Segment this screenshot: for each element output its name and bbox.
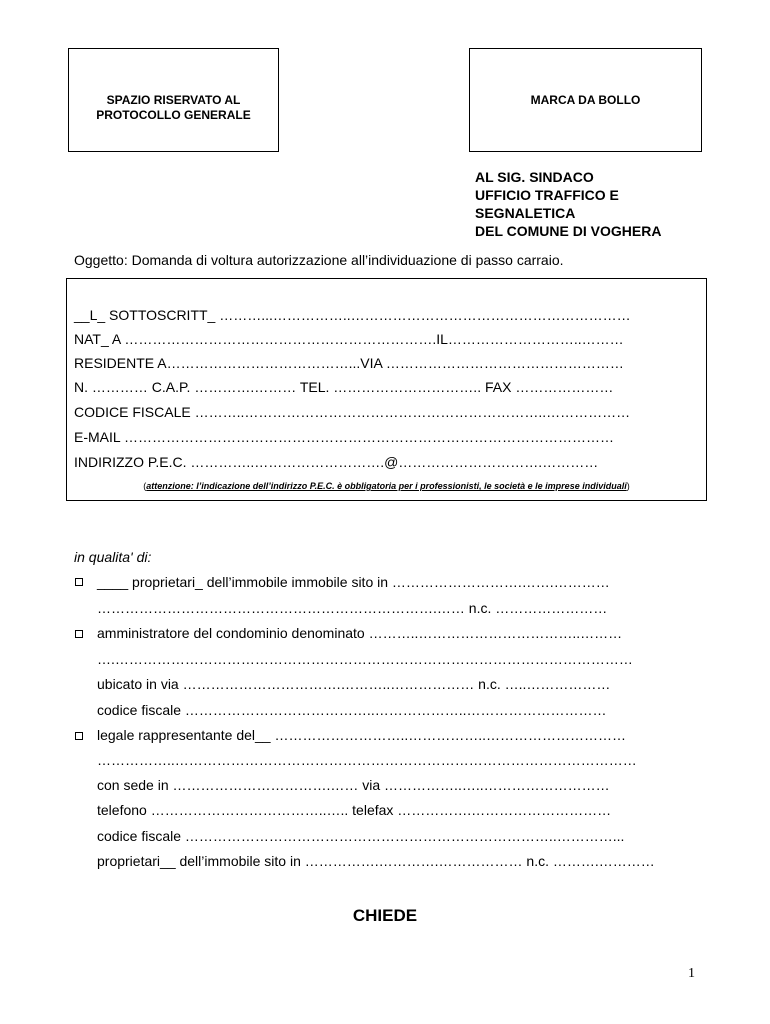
legal-representative-line-continued: ……………..……………………………………………………………………………………… — [97, 752, 637, 768]
checkbox-administrator[interactable] — [75, 630, 83, 638]
attention-open-paren: ( — [143, 481, 147, 491]
legal-representative-line: legale rappresentante del__ ………………………..……………..………………………… — [97, 727, 627, 743]
pec-attention-note — [67, 481, 706, 491]
revenue-stamp-label: MARCA DA BOLLO — [530, 93, 641, 107]
page-number: 1 — [688, 966, 695, 981]
addressee-line-4: DEL COMUNE DI VOGHERA — [475, 223, 662, 239]
checkbox-owner[interactable] — [75, 578, 83, 586]
role-heading: in qualita' di: — [74, 549, 152, 565]
applicant-name-field[interactable]: __L_ SOTTOSCRITT_ ………...……………..…………………………………………………… — [74, 307, 631, 323]
headquarters-line: con sede in …………………………….…… via ……………..…..……………………… — [97, 777, 610, 793]
administrator-line-continued: ….………………………………………………………………………………………………… — [97, 651, 633, 667]
contact-numbers-field[interactable]: N. ………… C.A.P. ………….……… TEL. ………………………….. FAX ………………… — [74, 379, 614, 395]
administrator-line: amministratore del condominio denominato ………..……………………………..……… — [97, 625, 623, 641]
pec-address-field[interactable]: INDIRIZZO P.E.C. …………..……………………….@………………………….………… — [74, 454, 599, 470]
request-heading: CHIEDE — [352, 906, 418, 925]
addressee-line-1: AL SIG. SINDACO — [475, 169, 594, 185]
subject-line: Oggetto: Domanda di voltura autorizzazione all’individuazione di passo carraio. — [74, 252, 564, 268]
addressee-block — [475, 168, 661, 240]
condo-tax-code-line: codice fiscale …………………………………..………………..………………………… — [97, 702, 607, 718]
owner-line: ____ proprietari_ dell’immobile immobile sito in ……………………….…….………… — [97, 574, 610, 590]
revenue-stamp-box — [469, 48, 702, 152]
tax-code-field[interactable]: CODICE FISCALE ………..………………………………………………………..……………… — [74, 404, 631, 420]
attention-close-paren: ) — [626, 481, 630, 491]
owner-line-continued: ……………………………………………………………….…… n.c. …………………… — [97, 600, 608, 616]
phone-fax-line: telefono ………………………………..….. telefax …………….………………………… — [97, 802, 612, 818]
protocol-box-line-1: SPAZIO RISERVATO AL — [106, 93, 241, 107]
applicant-data-box — [66, 278, 707, 501]
email-field[interactable]: E-MAIL …………………………………………………………………………………………… — [74, 429, 615, 445]
addressee-line-2: UFFICIO TRAFFICO E — [475, 187, 619, 203]
location-line: ubicato in via …………………………….………..……………… n.c. …..……………… — [97, 676, 611, 692]
property-owner-line: proprietari__ dell’immobile sito in …………….………….……………… n.c. ……….………… — [97, 853, 655, 869]
checkbox-legal-representative[interactable] — [75, 732, 83, 740]
protocol-reserved-box — [68, 48, 279, 152]
birth-field[interactable]: NAT_ A ………………………………………………………….IL………………………..……… — [74, 331, 624, 347]
protocol-box-line-2: PROTOCOLLO GENERALE — [96, 108, 251, 122]
residence-field[interactable]: RESIDENTE A…………………………………...VIA …………………………………………… — [74, 355, 624, 371]
addressee-line-3: SEGNALETICA — [475, 205, 576, 221]
attention-text: attenzione: l’indicazione dell’indirizzo P.E.C. è obbligatoria per i professionisti, le società e le imprese individuali — [146, 481, 627, 491]
company-tax-code-line: codice fiscale ……………………………………………………………………..…………... — [97, 828, 625, 844]
